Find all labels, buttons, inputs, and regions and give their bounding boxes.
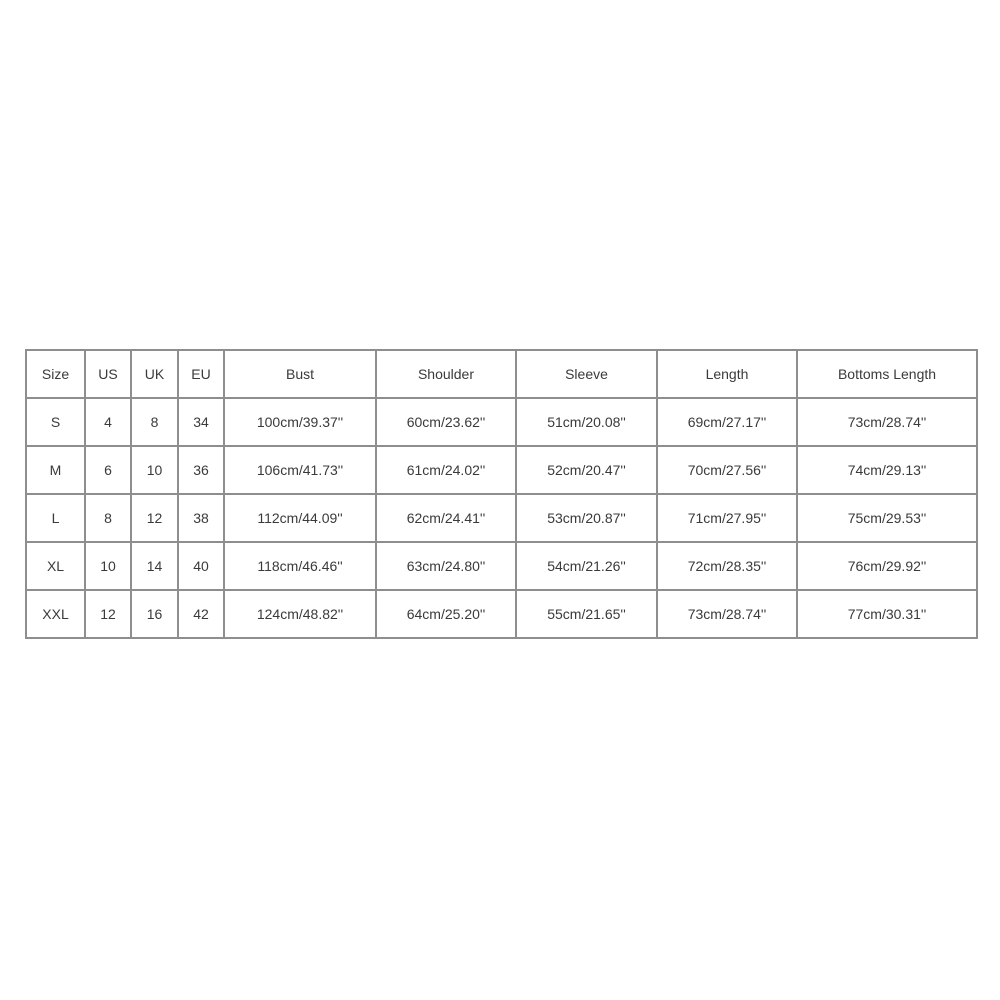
cell-eu: 36 bbox=[178, 446, 224, 494]
cell-shoulder: 60cm/23.62'' bbox=[376, 398, 516, 446]
cell-length: 71cm/27.95'' bbox=[657, 494, 797, 542]
cell-size: XL bbox=[26, 542, 85, 590]
cell-sleeve: 53cm/20.87'' bbox=[516, 494, 657, 542]
cell-us: 10 bbox=[85, 542, 131, 590]
cell-shoulder: 61cm/24.02'' bbox=[376, 446, 516, 494]
cell-eu: 38 bbox=[178, 494, 224, 542]
table-row bbox=[26, 542, 977, 590]
cell-length: 70cm/27.56'' bbox=[657, 446, 797, 494]
cell-uk: 16 bbox=[131, 590, 178, 638]
cell-bust: 124cm/48.82'' bbox=[224, 590, 376, 638]
table-row bbox=[26, 590, 977, 638]
header-sleeve: Sleeve bbox=[516, 350, 657, 398]
cell-sleeve: 55cm/21.65'' bbox=[516, 590, 657, 638]
header-bust: Bust bbox=[224, 350, 376, 398]
cell-bottoms-length: 77cm/30.31'' bbox=[797, 590, 977, 638]
cell-length: 72cm/28.35'' bbox=[657, 542, 797, 590]
cell-sleeve: 51cm/20.08'' bbox=[516, 398, 657, 446]
cell-length: 73cm/28.74'' bbox=[657, 590, 797, 638]
cell-uk: 12 bbox=[131, 494, 178, 542]
header-size: Size bbox=[26, 350, 85, 398]
cell-shoulder: 63cm/24.80'' bbox=[376, 542, 516, 590]
cell-us: 4 bbox=[85, 398, 131, 446]
cell-us: 12 bbox=[85, 590, 131, 638]
cell-bust: 100cm/39.37'' bbox=[224, 398, 376, 446]
table-row bbox=[26, 494, 977, 542]
cell-size: M bbox=[26, 446, 85, 494]
cell-bottoms-length: 75cm/29.53'' bbox=[797, 494, 977, 542]
cell-eu: 40 bbox=[178, 542, 224, 590]
cell-size: L bbox=[26, 494, 85, 542]
cell-us: 6 bbox=[85, 446, 131, 494]
header-length: Length bbox=[657, 350, 797, 398]
header-eu: EU bbox=[178, 350, 224, 398]
cell-bottoms-length: 73cm/28.74'' bbox=[797, 398, 977, 446]
cell-bottoms-length: 76cm/29.92'' bbox=[797, 542, 977, 590]
size-chart-table bbox=[25, 349, 978, 639]
cell-sleeve: 54cm/21.26'' bbox=[516, 542, 657, 590]
header-row bbox=[26, 350, 977, 398]
table-row bbox=[26, 398, 977, 446]
cell-length: 69cm/27.17'' bbox=[657, 398, 797, 446]
cell-bust: 112cm/44.09'' bbox=[224, 494, 376, 542]
table-row bbox=[26, 446, 977, 494]
cell-sleeve: 52cm/20.47'' bbox=[516, 446, 657, 494]
header-shoulder: Shoulder bbox=[376, 350, 516, 398]
cell-bust: 106cm/41.73'' bbox=[224, 446, 376, 494]
header-bottoms-length: Bottoms Length bbox=[797, 350, 977, 398]
cell-uk: 10 bbox=[131, 446, 178, 494]
cell-size: S bbox=[26, 398, 85, 446]
cell-size: XXL bbox=[26, 590, 85, 638]
header-us: US bbox=[85, 350, 131, 398]
header-uk: UK bbox=[131, 350, 178, 398]
cell-eu: 42 bbox=[178, 590, 224, 638]
cell-uk: 8 bbox=[131, 398, 178, 446]
cell-uk: 14 bbox=[131, 542, 178, 590]
cell-us: 8 bbox=[85, 494, 131, 542]
cell-shoulder: 62cm/24.41'' bbox=[376, 494, 516, 542]
cell-bust: 118cm/46.46'' bbox=[224, 542, 376, 590]
cell-shoulder: 64cm/25.20'' bbox=[376, 590, 516, 638]
cell-bottoms-length: 74cm/29.13'' bbox=[797, 446, 977, 494]
cell-eu: 34 bbox=[178, 398, 224, 446]
